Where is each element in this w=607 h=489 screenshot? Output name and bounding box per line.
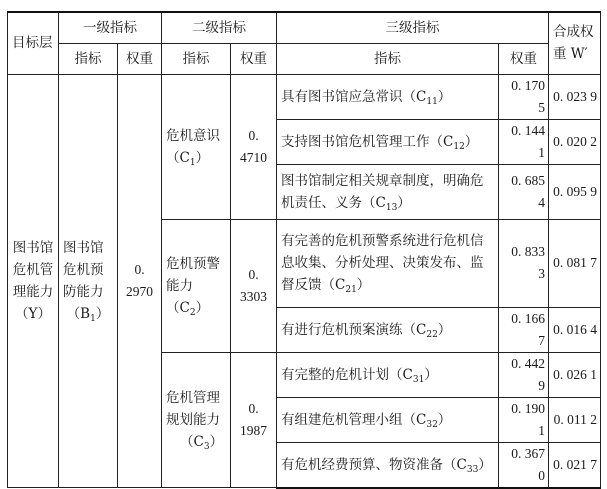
level2-weight-c1: 0. 4710 [231,74,277,219]
level2-indicator-c3: 危机管理规划能力 $(C_3)$ [162,352,231,488]
level2-indicator-c1: 危机意识 $(C_1)$ [162,74,231,219]
header-level2-indicator: 指标 [162,43,231,74]
header-level1-indicator: 指标 [59,43,118,74]
header-level2-weight: 权重 [231,43,277,74]
header-level1: 一级指标 [59,12,162,43]
header-level2: 二级指标 [162,12,277,43]
level3-weight-c12: 0. 144 1 [499,119,549,164]
composite-weight-c32: 0. 011 2 [549,397,601,442]
level3-weight-c22: 0. 166 7 [499,307,549,352]
header-level3-weight: 权重 [499,43,549,74]
level3-weight-c32: 0. 190 1 [499,397,549,442]
target-cell [8,74,59,488]
composite-weight-c31: 0. 026 1 [549,352,601,397]
level3-indicator-c33: 有危机经费预算、物资准备$(C_{33})$ [277,442,499,488]
level1-indicator-cell [59,74,118,488]
composite-weight-c13: 0. 095 9 [549,164,601,219]
composite-weight-c11: 0. 023 9 [549,74,601,119]
level1-code: $(B_1)$ [66,305,110,324]
level2-indicator-c2: 危机预警能力$(C_2)$ [162,219,231,352]
header-level1-weight: 权重 [118,43,162,74]
composite-weight-c22: 0. 016 4 [549,307,601,352]
composite-weight-c21: 0. 081 7 [549,219,601,307]
level3-indicator-c21: 有完善的危机预警系统进行危机信息收集、分析处理、决策发布、监督反馈$(C_{21})$ [277,219,499,307]
level3-weight-c31: 0. 442 9 [499,352,549,397]
level2-weight-c3: 0. 1987 [231,352,277,488]
level1-text: 图书馆危机预防能力 [63,239,104,300]
level3-indicator-c32: 有组建危机管理小组$(C_{32})$ [277,397,499,442]
level3-weight-c13: 0. 685 4 [499,164,549,219]
level2-weight-c2: 0. 3303 [231,219,277,352]
level3-indicator-c12: 支持图书馆危机管理工作$(C_{12})$ [277,119,499,164]
level3-weight-c11: 0. 170 5 [499,74,549,119]
level3-weight-c33: 0. 367 0 [499,442,549,488]
header-composite-weight: 合成权重 W′ [549,12,601,74]
indicator-weight-table [7,11,601,489]
level3-indicator-c11: 具有图书馆应急常识$(C_{11})$ [277,74,499,119]
level3-indicator-c22: 有进行危机预案演练$(C_{22})$ [277,307,499,352]
level3-indicator-c31: 有完整的危机计划$(C_{31})$ [277,352,499,397]
target-text: 图书馆危机管理能力 [12,239,54,300]
header-level3-indicator: 指标 [277,43,499,74]
header-target-layer: 目标层 [8,12,59,74]
header-level3: 三级指标 [277,12,549,43]
level1-weight: 0. 2970 [118,74,162,488]
composite-weight-c12: 0. 020 2 [549,119,601,164]
composite-weight-c33: 0. 021 7 [549,442,601,488]
level3-indicator-c13: 图书馆制定相关规章制度，明确危机责任、义务$(C_{13})$ [277,164,499,219]
target-code: （Y） [15,305,51,322]
level3-weight-c21: 0. 833 3 [499,219,549,307]
